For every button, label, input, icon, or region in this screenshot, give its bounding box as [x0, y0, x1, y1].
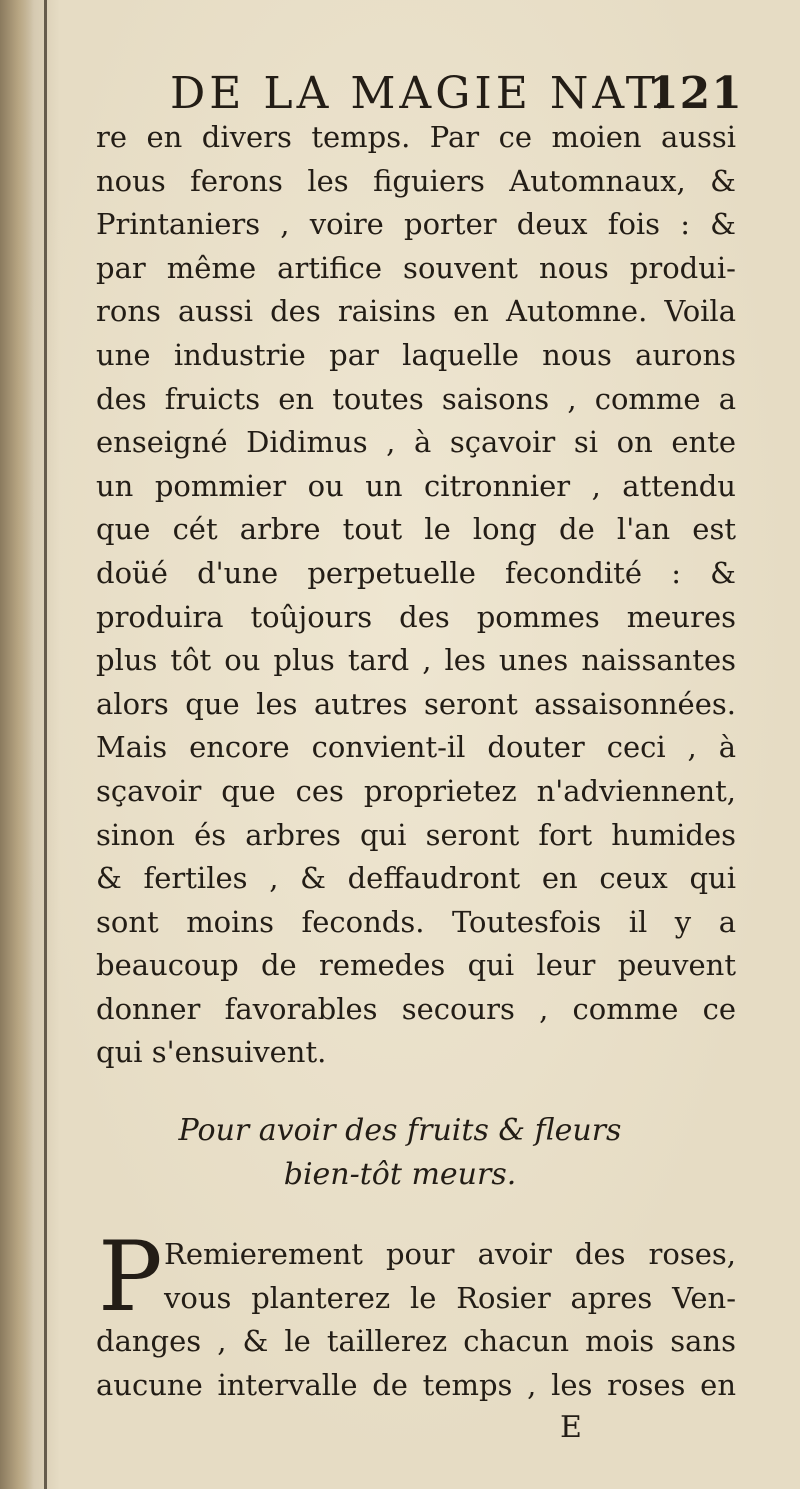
drop-cap: P	[98, 1221, 163, 1333]
text-line: enseigné Didimus , à sçavoir si on ente	[96, 425, 736, 460]
text-line: donner favorables secours , comme ce	[96, 991, 736, 1026]
text-line: que cét arbre tout le long de l'an est	[96, 512, 736, 547]
text-line: qui s'ensuivent.	[96, 1035, 327, 1070]
paragraph-2	[96, 1221, 736, 1406]
text-line: sinon és arbres qui seront fort humides	[96, 817, 736, 852]
text-line: des fruicts en toutes saisons , comme a	[96, 381, 736, 416]
running-header	[170, 68, 743, 119]
binding-edge	[44, 0, 47, 1489]
text-line: produira toûjours des pommes meures	[96, 599, 736, 634]
text-line: beaucoup de remedes qui leur peuvent	[96, 948, 736, 983]
page-number: 121	[648, 68, 743, 119]
signature-mark: E	[560, 1410, 582, 1445]
text-line: une industrie par laquelle nous aurons	[96, 337, 736, 372]
body-text	[96, 116, 736, 1075]
text-line: aucune intervalle de temps , les roses en	[96, 1367, 736, 1402]
text-line: sçavoir que ces proprietez n'adviennent,	[96, 773, 736, 808]
text-line: nous ferons les figuiers Automnaux, &	[96, 163, 736, 198]
text-line: re en divers temps. Par ce moien aussi	[96, 120, 736, 154]
text-line: rons aussi des raisins en Automne. Voila	[96, 294, 736, 329]
text-line: Remierement pour avoir des roses,	[164, 1237, 736, 1271]
text-line: Mais encore convient-il douter ceci , à	[96, 730, 736, 765]
text-line: vous planterez le Rosier apres Ven-	[164, 1280, 736, 1315]
page-gutter	[0, 0, 34, 1489]
text-line: alors que les autres seront assaisonnées.	[96, 686, 736, 721]
text-line: danges , & le taillerez chacun mois sans	[96, 1324, 736, 1359]
text-line: & fertiles , & deffaudront en ceux qui	[96, 861, 736, 896]
running-title: DE LA MAGIE NAT.	[170, 68, 671, 119]
text-line: un pommier ou un citronnier , attendu	[96, 468, 736, 503]
text-line: par même artifice souvent nous produi-	[96, 250, 736, 285]
section-heading-line-1: Pour avoir des fruits & fleurs	[178, 1113, 622, 1148]
text-line: sont moins feconds. Toutesfois il y a	[96, 904, 736, 939]
text-line: Printaniers , voire porter deux fois : &	[96, 207, 736, 242]
section-heading-line-2: bien-tôt meurs.	[283, 1157, 517, 1192]
text-line: doüé d'une perpetuelle fecondité : &	[96, 555, 736, 590]
text-line: plus tôt ou plus tard , les unes naissantes	[96, 643, 736, 678]
